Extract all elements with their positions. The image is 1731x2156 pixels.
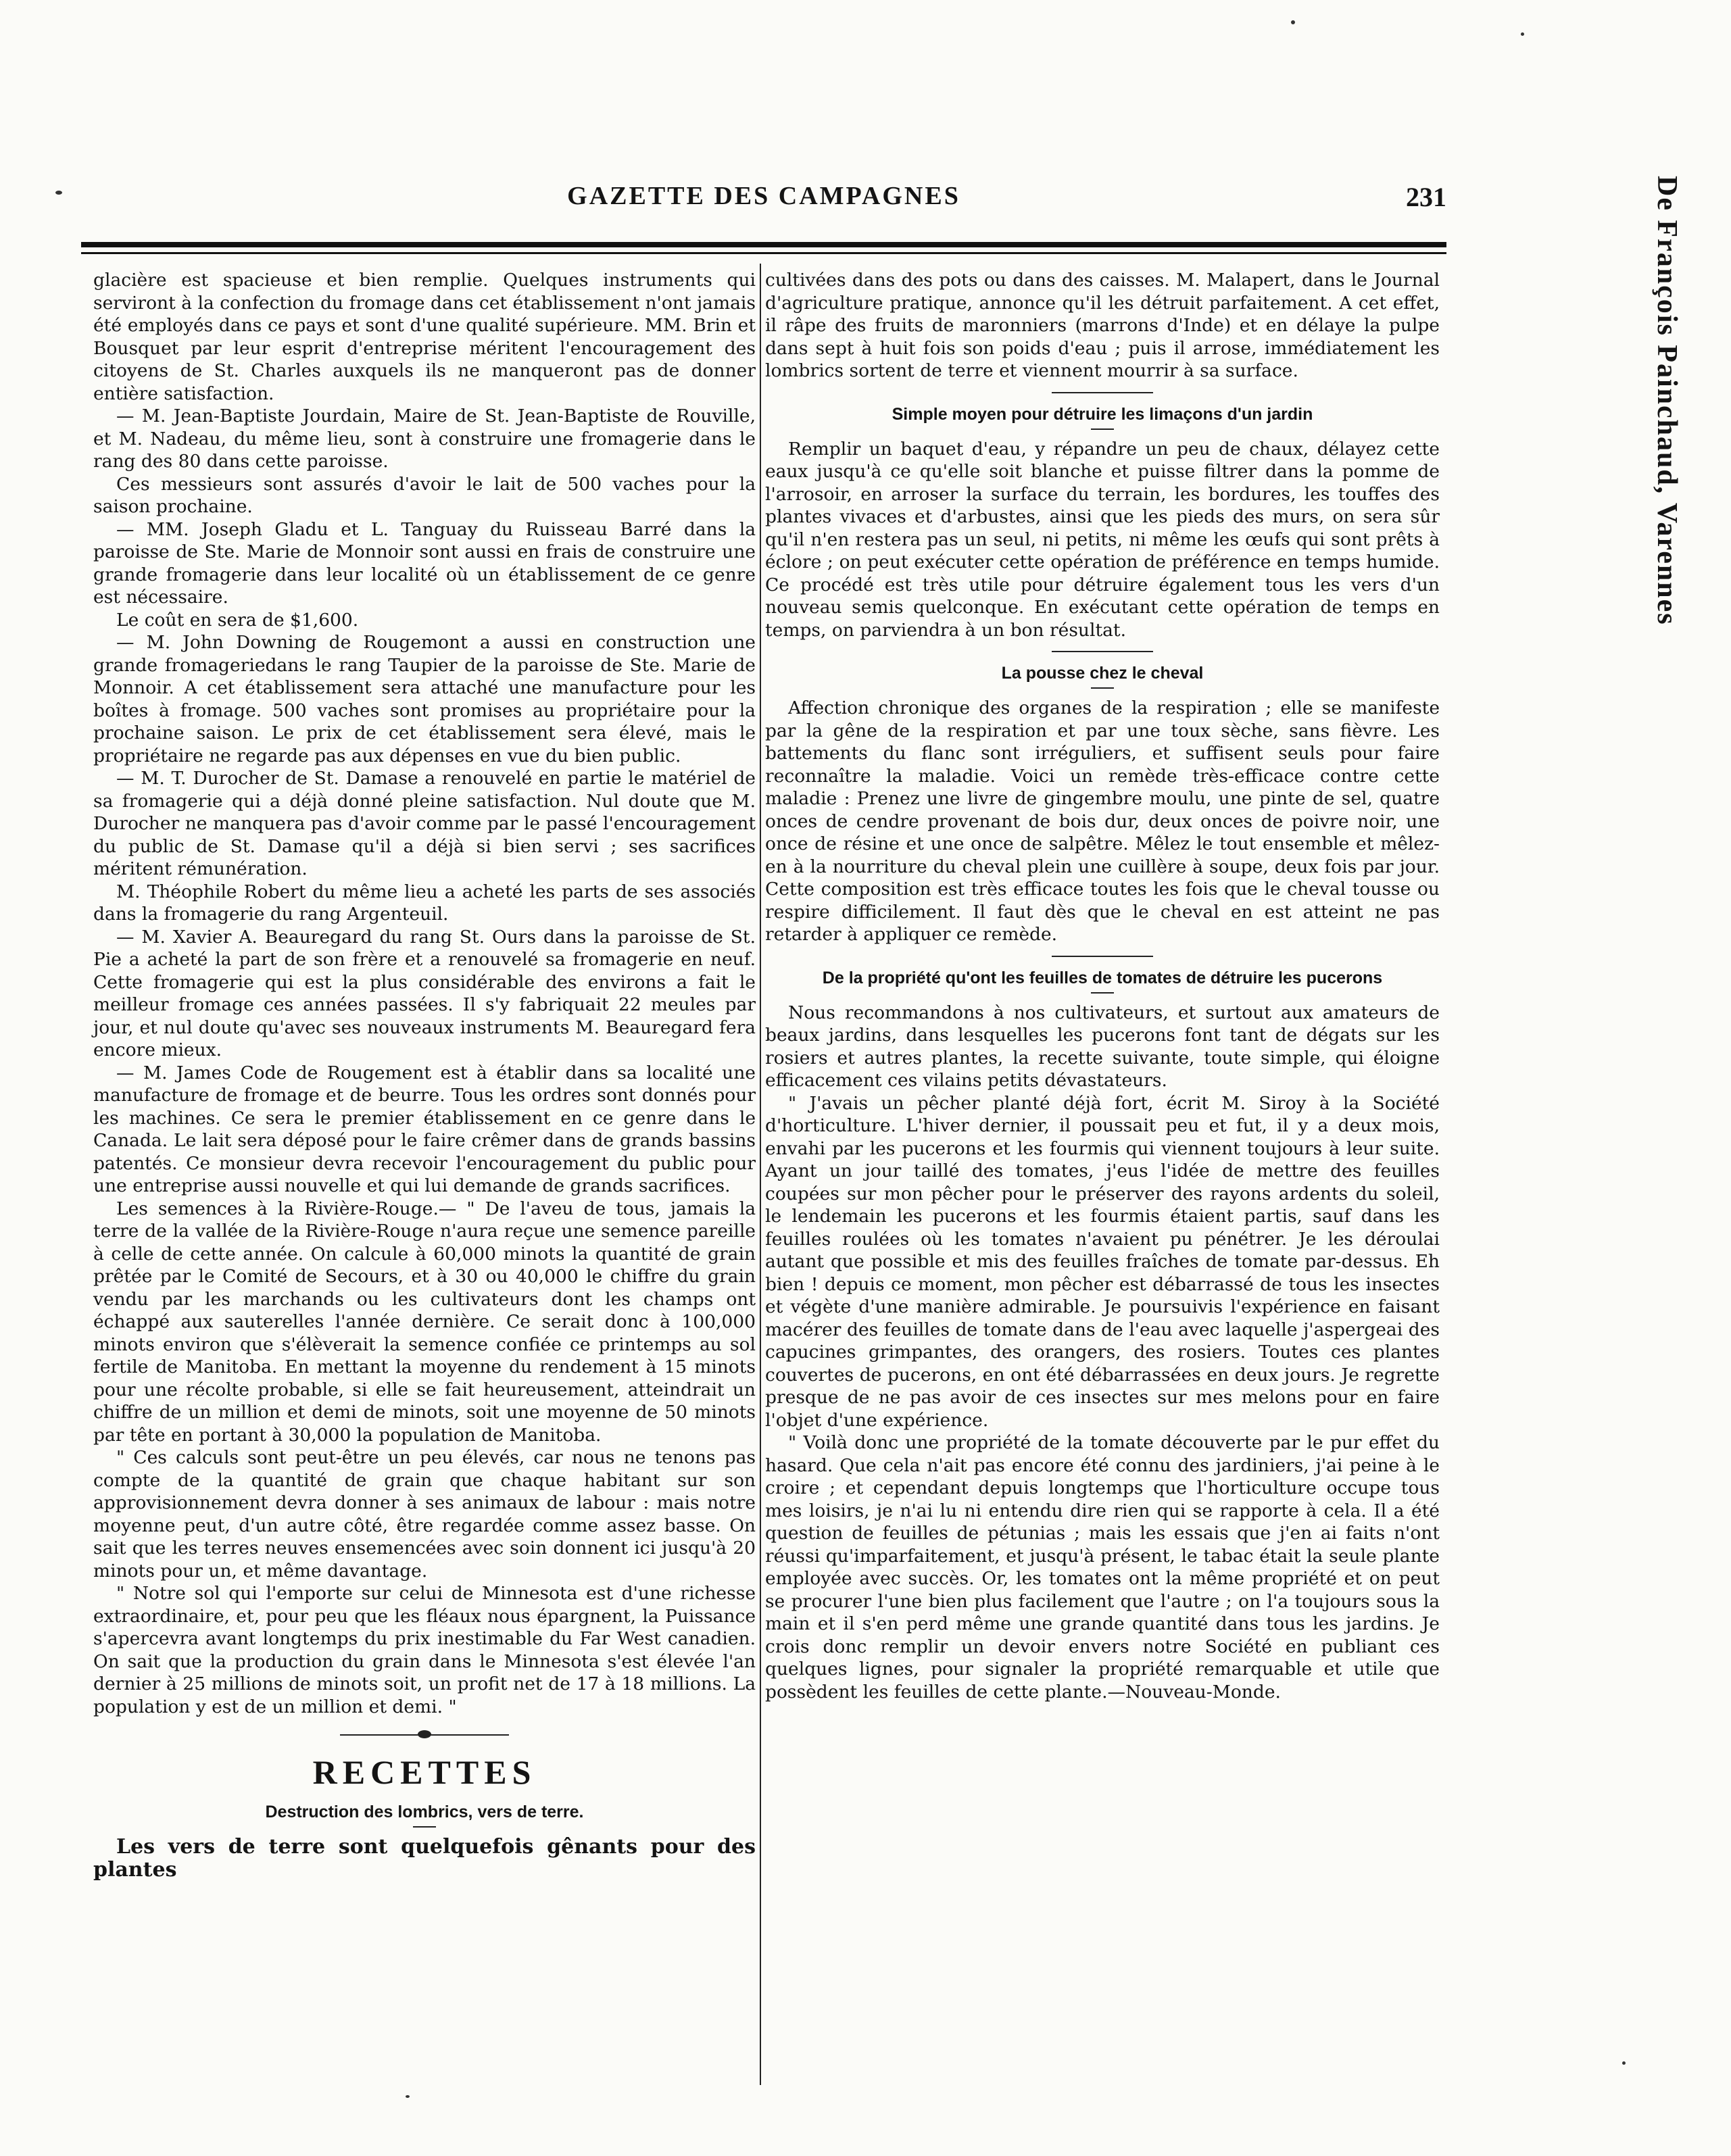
page-number: 231 xyxy=(1406,182,1446,212)
paragraph: cultivées dans des pots ou dans des caisses. M. Malapert, dans le Journal d'agriculture pratique, annonce qu'il les détruit parfaitement. A cet effet, il râpe des fruits de maronniers (marrons d'Inde) et en délaye la pulpe dans sept à huit fois son poids d'eau ; puis il arrose, immédiatement les lombrics sortent de terre et viennent mourrir à sa surface. xyxy=(765,270,1440,381)
scan-speck xyxy=(1622,2061,1626,2065)
section-divider xyxy=(1052,956,1153,957)
short-divider xyxy=(1091,428,1114,430)
short-divider xyxy=(1091,992,1114,994)
paragraph: Remplir un baquet d'eau, y répandre un peu de chaux, délayez cette eaux jusqu'à ce qu'elle soit blanche et puisse filtrer dans la pomme de l'arrosoir, en arroser la surface du terrain, les bordures, les touffes des plantes vivaces et d'arbustes, ainsi que les pieds des murs, on sera sûr qu'il n'en restera pas un seul, ni petits, ni même les œufs qui sont prêts à éclore ; on peut exécuter cette opération de préférence en temps humide. Ce procédé est très utile pour détruire également tous les vers d'un nouveau semis quelconque. En exécutant cette opération de temps en temps, on parviendra à un bon résultat. xyxy=(765,438,1440,641)
section-divider xyxy=(1052,651,1153,652)
paragraph: — M. John Downing de Rougemont a aussi en construction une grande fromageriedans le rang Taupier de la paroisse de Ste. Marie de Monnoir. A cet établissement sera attaché une manufacture pour les boîtes à fromage. 500 vaches sont promises au propriétaire pour la prochaine saison. Le prix de cet établissement sera élevé, mais le propriétaire ne regarde pas aux dépenses en vue du bien public. xyxy=(93,632,756,766)
paragraph: M. Théophile Robert du même lieu a acheté les parts de ses associés dans la fromagerie du rang Argenteuil. xyxy=(93,881,756,925)
paragraph: — MM. Joseph Gladu et L. Tanguay du Ruisseau Barré dans la paroisse de Ste. Marie de Monnoir sont aussi en frais de construire une grande fromagerie dans leur localité où un établissement de ce genre est nécessaire. xyxy=(93,518,756,608)
section-heading: Destruction des lombrics, vers de terre. xyxy=(265,1803,584,1821)
ornament-divider xyxy=(340,1734,509,1736)
section-heading: De la propriété qu'ont les feuilles de tomates de détruire les pucerons xyxy=(822,968,1383,987)
right-column xyxy=(765,269,1440,2107)
paragraph: Nous recommandons à nos cultivateurs, et surtout aux amateurs de beaux jardins, dans lesquelles les pucerons font tant de dégats sur les rosiers et autres plantes, la recette suivante, toute simple, qui éloigne efficacement ces vilains petits dévastateurs. xyxy=(765,1002,1440,1091)
paragraph: Affection chronique des organes de la respiration ; elle se manifeste par la gêne de la respiration et par une toux sèche, sans fièvre. Les battements du flanc sont irréguliers, et suffisent seuls pour faire reconnaître la maladie. Voici un remède très-efficace contre cette maladie : Prenez une livre de gingembre moulu, une pinte de sel, quatre onces de cendre provenant de bois dur, deux onces de poivre noir, une once de résine et une once de salpêtre. Mêlez le tout ensemble et mêlez-en à la nourriture du cheval plein une cuillère à soupe, deux fois par jour. Cette composition est très efficace toutes les fois que le cheval tousse ou respire difficilement. Il faut dès que le cheval en est atteint ne pas retarder à appliquer ce remède. xyxy=(765,697,1440,945)
section-heading: La pousse chez le cheval xyxy=(1001,664,1204,683)
paragraph: " Ces calculs sont peut-être un peu élevés, car nous ne tenons pas compte de la quantité de grain que chaque habitant sur son approvisionnement devra donner à ses animaux de labour : mais notre moyenne peut, d'un autre côté, être regardée comme assez basse. On sait que les terres neuves ensemencées avec soin donnent ici jusqu'à 20 minots pour un, et même davantage. xyxy=(93,1447,756,1582)
paragraph: Les semences à la Rivière-Rouge.— " De l'aveu de tous, jamais la terre de la vallée de la Rivière-Rouge n'aura reçue une semence pareille à celle de cette année. On calcule à 60,000 minots la quantité de grain prêtée par le Comité de Secours, et à 30 ou 40,000 le chiffre du grain vendu par les marchands ou les cultivateurs dont les champs ont échappé aux sauterelles l'année dernière. Ce serait donc à 100,000 minots environ que s'élèverait la semence confiée ce printemps au sol fertile de Manitoba. En mettant la moyenne du rendement à 15 minots pour une récolte probable, si elle se fait heureusement, atteindrait un chiffre de un million et demi de minots, soit une moyenne de 50 minots par tête en portant à 30,000 la population de Manitoba. xyxy=(93,1198,756,1446)
paragraph: Les vers de terre sont quelquefois gênants pour des plantes xyxy=(93,1835,756,1882)
paragraph: glacière est spacieuse et bien remplie. Quelques instruments qui serviront à la confection du fromage dans cet établissement n'ont jamais été employés dans ce pays et sont d'une qualité supérieure. MM. Brin et Bousquet par leur esprit d'entreprise méritent l'encouragement des citoyens de St. Charles auxquels ils ne manqueront pas de donner entière satisfaction. xyxy=(93,270,756,404)
scan-speck xyxy=(1291,20,1295,24)
journal-title: GAZETTE DES CAMPAGNES xyxy=(567,182,960,210)
scan-speck xyxy=(406,2095,410,2098)
recettes-heading: RECETTES xyxy=(312,1753,537,1791)
scan-speck xyxy=(1521,32,1524,36)
running-head xyxy=(81,181,1446,222)
margin-annotation: De François Painchaud, Varennes xyxy=(1651,176,1682,626)
short-divider xyxy=(1091,687,1114,689)
paragraph: Le coût en sera de $1,600. xyxy=(116,609,359,631)
left-column xyxy=(93,269,756,2107)
section-heading: Simple moyen pour détruire les limaçons d'un jardin xyxy=(892,404,1313,424)
header-rule-thick xyxy=(81,242,1446,247)
paragraph: — M. T. Durocher de St. Damase a renouvelé en partie le matériel de sa fromagerie qui a déjà donné pleine satisfaction. Nul doute que M. Durocher ne manquera pas d'avoir comme par le passé l'encouragement du public de St. Damase qu'il a déjà si bien servi ; ses sacrifices méritent rémunération. xyxy=(93,768,756,879)
column-divider xyxy=(760,264,761,2085)
paragraph: " Notre sol qui l'emporte sur celui de Minnesota est d'une richesse extraordinaire, et, pour peu que les fléaux nous épargnent, la Puissance s'apercevra avant longtemps du prix inestimable du Far West canadien. On sait que la production du grain dans le Minnesota s'est élevée l'an dernier à 25 millions de minots soit, un profit net de 17 à 18 millions. La population y est de un million et demi. " xyxy=(93,1583,756,1717)
paragraph: — M. James Code de Rougement est à établir dans sa localité une manufacture de fromage et de beurre. Tous les ordres sont donnés pour les machines. Ce sera le premier établissement en ce genre dans le Canada. Le lait sera déposé pour le faire crêmer dans de grands bassins patentés. Ce monsieur devra recevoir l'encouragement du public pour une entreprise aussi nouvelle et qui lui demande de grands sacrifices. xyxy=(93,1062,756,1196)
paragraph: Ces messieurs sont assurés d'avoir le lait de 500 vaches pour la saison prochaine. xyxy=(93,473,756,517)
paragraph: " J'avais un pêcher planté déjà fort, écrit M. Siroy à la Société d'horticulture. L'hiver dernier, il poussait peu et fut, il y a deux mois, envahi par les pucerons et les fourmis qui viennent toujours à leur suite. Ayant un jour taillé des tomates, j'eus l'idée de mettre des feuilles coupées sur mon pêcher pour le préserver des rayons ardents du soleil, le lendemain les pucerons et les fourmis étaient partis, sauf dans les feuilles roulées où les tomates n'avaient pu pénétrer. Je les déroulai autant que possible et mis des feuilles fraîches de tomate par-dessus. Eh bien ! depuis ce moment, mon pêcher est débarrassé de tous les insectes et végète d'une manière admirable. Je poursuivis l'expérience en faisant macérer des feuilles de tomate dans de l'eau avec laquelle j'aspergeai des capucines grimpantes, des orangers, des rosiers. Toutes ces plantes couvertes de pucerons, en ont été débarrassées en deux jours. Je regrette presque de ne pas avoir de ces insectes sur mes melons pour en faire l'objet d'une expérience. xyxy=(765,1092,1440,1431)
header-rule-thin xyxy=(81,252,1446,254)
section-divider xyxy=(1052,392,1153,393)
short-divider xyxy=(413,1826,436,1828)
paragraph: " Voilà donc une propriété de la tomate découverte par le pur effet du hasard. Que cela n'ait pas encore été connu des jardiniers, j'ai peine à le croire ; et cependant depuis longtemps que l'horticulture occupe tous mes loisirs, je n'ai lu ni entendu dire rien qui se rapporte à cela. Il a été question de feuilles de pétunias ; mais les essais que j'en ai faits n'ont réussi qu'imparfaitement, et jusqu'à présent, le tabac était la seule plante employée avec succès. Or, les tomates ont la même propriété et on peut se procurer l'une bien plus facilement que l'autre ; on l'a toujours sous la main et il s'en perd même une grande quantité dans tous les jardins. Je crois donc remplir un devoir envers notre Société en publiant ces quelques lignes, pour signaler la propriété remarquable et utile que possèdent les feuilles de cette plante.—Nouveau-Monde. xyxy=(765,1432,1440,1702)
paragraph: — M. Xavier A. Beauregard du rang St. Ours dans la paroisse de St. Pie a acheté la part de son frère et a renouvelé sa fromagerie en neuf. Cette fromagerie qui est la plus considérable des environs a fait le meilleur fromage ces années passées. Il s'y fabriquait 22 meules par jour, et nul doute qu'avec ses nouveaux instruments M. Beauregard fera encore mieux. xyxy=(93,926,756,1060)
scan-speck xyxy=(55,191,62,195)
paragraph: — M. Jean-Baptiste Jourdain, Maire de St. Jean-Baptiste de Rouville, et M. Nadeau, du même lieu, sont à construire une fromagerie dans le rang des 80 dans cette paroisse. xyxy=(93,406,756,472)
